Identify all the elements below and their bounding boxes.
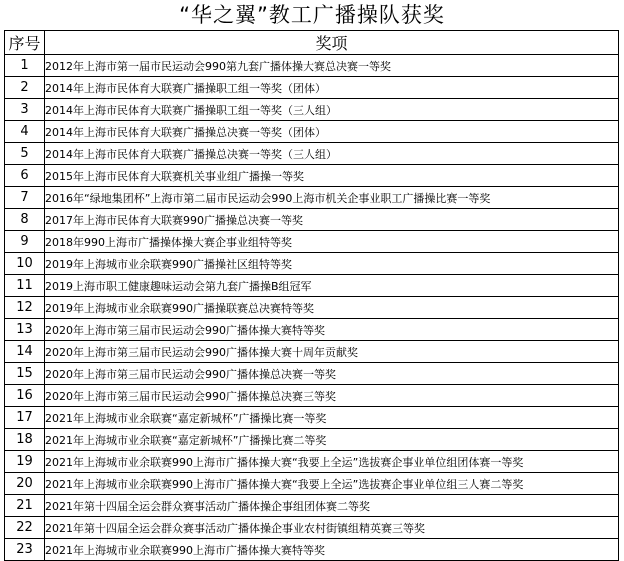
row-award: 2020年上海市第三届市民运动会990广播体操大赛十周年贡献奖 [45,341,619,363]
table-row [5,253,619,275]
row-award: 2016年“绿地集团杯”上海市第二届市民运动会990上海市机关企事业职工广播操比赛一等奖 [45,187,619,209]
row-award: 2021年上海城市业余联赛990上海市广播体操大赛“我要上全运”选拔赛企事业单位组团体赛一等奖 [45,451,619,473]
row-number: 23 [5,539,45,561]
document-title: “华之翼”教工广播操队获奖 [179,3,445,27]
row-number: 14 [5,341,45,363]
table-row [5,187,619,209]
table-row [5,363,619,385]
row-number: 17 [5,407,45,429]
row-award: 2021年第十四届全运会群众赛事活动广播体操企事业农村街镇组精英赛三等奖 [45,517,619,539]
row-number: 20 [5,473,45,495]
table-row [5,99,619,121]
row-award: 2019上海市职工健康趣味运动会第九套广播操B组冠军 [45,275,619,297]
table-row [5,517,619,539]
row-number: 3 [5,99,45,121]
row-number: 5 [5,143,45,165]
row-number: 4 [5,121,45,143]
row-award: 2015年上海市民体育大联赛机关事业组广播操一等奖 [45,165,619,187]
row-award: 2021年上海城市业余联赛“嘉定新城杯”广播操比赛二等奖 [45,429,619,451]
row-award: 2021年上海城市业余联赛990上海市广播体操大赛“我要上全运”选拔赛企事业单位组三人赛二等奖 [45,473,619,495]
row-number: 11 [5,275,45,297]
row-number: 6 [5,165,45,187]
header-number: 序号 [5,31,45,55]
header-award: 奖项 [45,31,619,55]
table-row [5,55,619,77]
row-number: 8 [5,209,45,231]
table-row [5,121,619,143]
table-row [5,341,619,363]
table-row [5,429,619,451]
table-body [5,55,619,561]
row-number: 19 [5,451,45,473]
row-number: 9 [5,231,45,253]
table-header-row [5,31,619,55]
row-number: 10 [5,253,45,275]
row-award: 2012年上海市第一届市民运动会990第九套广播体操大赛总决赛一等奖 [45,55,619,77]
row-award: 2020年上海市第三届市民运动会990广播体操总决赛三等奖 [45,385,619,407]
table-row [5,231,619,253]
row-award: 2014年上海市民体育大联赛广播操职工组一等奖（团体） [45,77,619,99]
table-row [5,539,619,561]
row-award: 2019年上海城市业余联赛990广播操社区组特等奖 [45,253,619,275]
table-row [5,495,619,517]
table-row [5,319,619,341]
row-number: 22 [5,517,45,539]
row-number: 15 [5,363,45,385]
awards-table [4,30,619,561]
row-number: 21 [5,495,45,517]
row-award: 2020年上海市第三届市民运动会990广播体操大赛特等奖 [45,319,619,341]
table-row [5,451,619,473]
table-row [5,209,619,231]
row-award: 2021年第十四届全运会群众赛事活动广播体操企事组团体赛二等奖 [45,495,619,517]
row-number: 1 [5,55,45,77]
row-award: 2018年990上海市广播操体操大赛企事业组特等奖 [45,231,619,253]
table-row [5,275,619,297]
row-number: 2 [5,77,45,99]
row-number: 18 [5,429,45,451]
table-row [5,297,619,319]
row-number: 13 [5,319,45,341]
row-award: 2021年上海城市业余联赛990上海市广播体操大赛特等奖 [45,539,619,561]
table-row [5,385,619,407]
row-award: 2021年上海城市业余联赛“嘉定新城杯”广播操比赛一等奖 [45,407,619,429]
row-award: 2020年上海市第三届市民运动会990广播体操总决赛一等奖 [45,363,619,385]
table-row [5,77,619,99]
row-number: 12 [5,297,45,319]
row-number: 7 [5,187,45,209]
row-award: 2017年上海市民体育大联赛990广播操总决赛一等奖 [45,209,619,231]
row-award: 2014年上海市民体育大联赛广播操总决赛一等奖（三人组） [45,143,619,165]
row-award: 2014年上海市民体育大联赛广播操总决赛一等奖（团体） [45,121,619,143]
table-row [5,407,619,429]
row-award: 2014年上海市民体育大联赛广播操职工组一等奖（三人组） [45,99,619,121]
table-row [5,165,619,187]
table-row [5,473,619,495]
row-award: 2019年上海城市业余联赛990广播操联赛总决赛特等奖 [45,297,619,319]
table-row [5,143,619,165]
row-number: 16 [5,385,45,407]
